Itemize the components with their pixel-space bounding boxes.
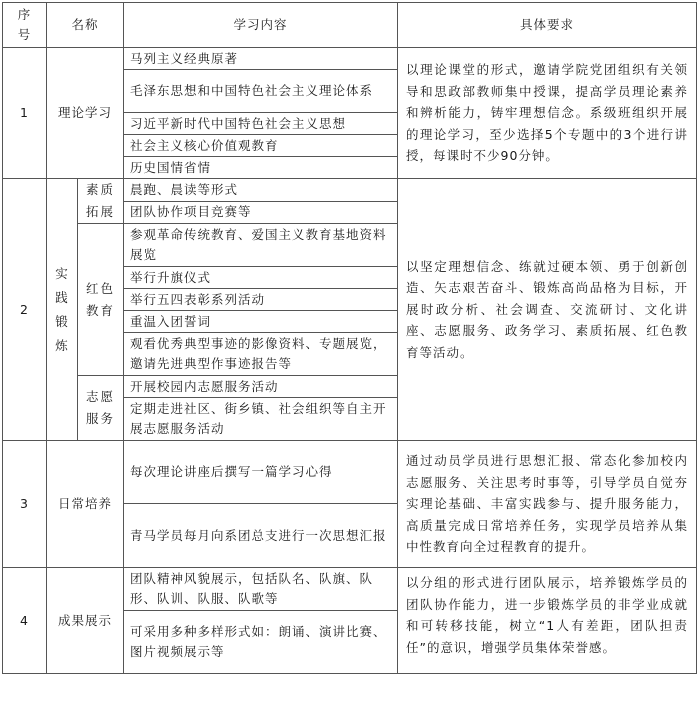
section-index: 1 (3, 48, 47, 179)
section-name: 实践锻炼 (47, 179, 78, 441)
table-row (3, 441, 697, 504)
content-item: 开展校园内志愿服务活动 (124, 376, 398, 398)
content-item: 举行五四表彰系列活动 (124, 289, 398, 311)
section-index: 2 (3, 179, 47, 441)
content-item: 参观革命传统教育、爱国主义教育基地资料展览 (124, 224, 398, 267)
content-item: 青马学员每月向系团总支进行一次思想汇报 (124, 504, 398, 568)
content-item: 可采用多种多样形式如：朗诵、演讲比赛、图片视频展示等 (124, 611, 398, 674)
content-item: 观看优秀典型事迹的影像资料、专题展览，邀请先进典型作事迹报告等 (124, 333, 398, 376)
subgroup-name: 红色教育 (78, 224, 124, 376)
header-requirements: 具体要求 (398, 3, 697, 48)
content-item: 马列主义经典原著 (124, 48, 398, 70)
table-row (3, 568, 697, 611)
content-item: 习近平新时代中国特色社会主义思想 (124, 113, 398, 135)
section-name: 成果展示 (47, 568, 124, 674)
content-item: 社会主义核心价值观教育 (124, 135, 398, 157)
content-item: 晨跑、晨读等形式 (124, 179, 398, 202)
content-item: 举行升旗仪式 (124, 267, 398, 289)
table-row (3, 48, 697, 70)
section-index: 4 (3, 568, 47, 674)
content-item: 历史国情省情 (124, 157, 398, 179)
section-name: 理论学习 (47, 48, 124, 179)
content-item: 毛泽东思想和中国特色社会主义理论体系 (124, 70, 398, 113)
content-item: 定期走进社区、街乡镇、社会组织等自主开展志愿服务活动 (124, 398, 398, 441)
header-content: 学习内容 (124, 3, 398, 48)
header-row (3, 3, 697, 48)
section-name: 日常培养 (47, 441, 124, 568)
section-requirements: 以坚定理想信念、练就过硬本领、勇于创新创造、矢志艰苦奋斗、锻炼高尚品格为目标，开展时政分析、社会调查、交流研讨、文化讲座、志愿服务、政务学习、素质拓展、红色教育等活动。 (398, 179, 697, 441)
section-requirements: 以理论课堂的形式，邀请学院党团组织有关领导和思政部教师集中授课，提高学员理论素养和辨析能力，铸牢理想信念。系级班组织开展的理论学习，至少选择5个专题中的3个进行讲授，每课时不少90分钟。 (398, 48, 697, 179)
content-item: 重温入团誓词 (124, 311, 398, 333)
content-item: 团队协作项目竞赛等 (124, 201, 398, 224)
subgroup-name: 素质拓展 (78, 179, 124, 224)
section-requirements: 以分组的形式进行团队展示，培养锻炼学员的团队协作能力，进一步锻炼学员的非学业成就和可转移技能，树立“1人有差距，团队担责任”的意识，增强学员集体荣誉感。 (398, 568, 697, 674)
header-index: 序号 (3, 3, 47, 48)
training-plan-table (2, 2, 697, 674)
section-index: 3 (3, 441, 47, 568)
table-row (3, 179, 697, 202)
section-requirements: 通过动员学员进行思想汇报、常态化参加校内志愿服务、关注思考时事等，引导学员自觉夯实理论基础、丰富实践参与、提升服务能力，高质量完成日常培养任务，实现学员培养从集中性教育向全过程教育的提升。 (398, 441, 697, 568)
subgroup-name: 志愿服务 (78, 376, 124, 441)
content-item: 每次理论讲座后撰写一篇学习心得 (124, 441, 398, 504)
header-name: 名称 (47, 3, 124, 48)
content-item: 团队精神风貌展示，包括队名、队旗、队形、队训、队服、队歌等 (124, 568, 398, 611)
